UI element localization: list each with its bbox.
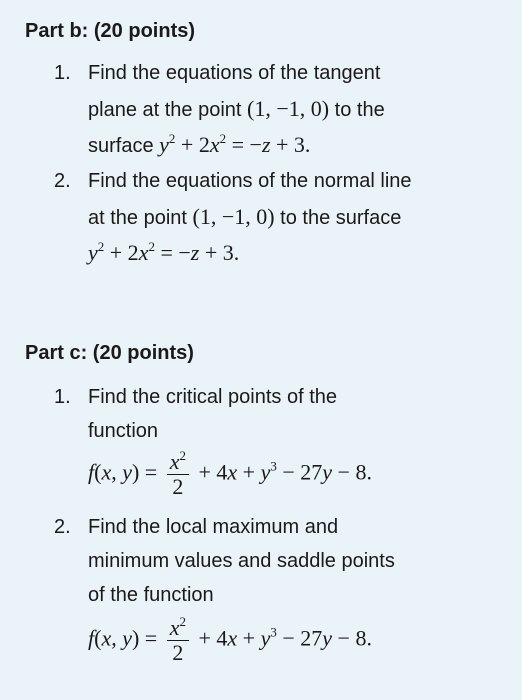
question-text-line: at the point (1, −1, 0) to the surface bbox=[88, 204, 402, 229]
surface-equation: $y^2 + 2x^2 = -z + 3$. bbox=[88, 239, 240, 265]
question-text-line: of the function bbox=[88, 584, 214, 606]
question-number: 1. bbox=[54, 386, 71, 408]
function-definition: f(x, y) = $\frac{x^2}{2}$ + $4x + y^3 - 27y - 8$. bbox=[88, 448, 372, 499]
surface-equation-line: surface $y^2 + 2x^2 = -z + 3$. bbox=[88, 131, 311, 157]
fraction: $\frac{x^2}{2}$ bbox=[167, 616, 189, 665]
surface-equation: $y^2 + 2x^2 = -z + 3$. bbox=[159, 131, 311, 157]
question-text-line: Find the equations of the tangent bbox=[88, 62, 381, 84]
question-number: 1. bbox=[54, 62, 71, 84]
part-b-title: Part b: (20 points) bbox=[25, 20, 196, 42]
question-text-line: plane at the point (1, −1, 0) to the bbox=[88, 96, 385, 121]
question-text-line: function bbox=[88, 420, 159, 442]
fraction: $\frac{x^2}{2}$ bbox=[167, 450, 189, 499]
question-number: 2. bbox=[54, 516, 71, 538]
question-text-line: minimum values and saddle points bbox=[88, 550, 395, 572]
question-text-line: Find the equations of the normal line bbox=[88, 170, 412, 192]
question-text-line: Find the local maximum and bbox=[88, 516, 339, 538]
part-c-title: Part c: (20 points) bbox=[25, 342, 194, 364]
function-definition: f(x, y) = $\frac{x^2}{2}$ + $4x + y^3 - 27y - 8$. bbox=[88, 614, 372, 665]
point-coordinates: (1, −1, 0) bbox=[192, 204, 275, 229]
point-coordinates: (1, −1, 0) bbox=[247, 96, 330, 121]
question-text-line: Find the critical points of the bbox=[88, 386, 338, 408]
question-number: 2. bbox=[54, 170, 71, 192]
